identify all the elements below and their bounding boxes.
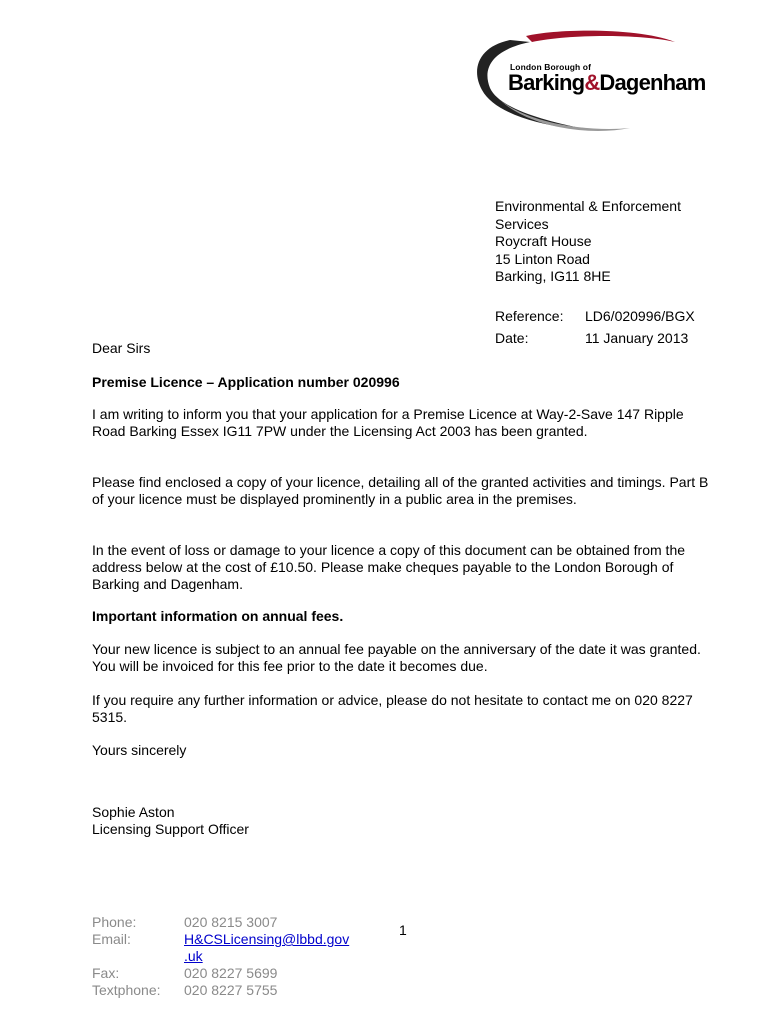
signatory-name: Sophie Aston [92,804,175,820]
paragraph-lost-licence: In the event of loss or damage to your licence a copy of this document can be obtained from the address below at the cost of £10.50. Please make cheques payable to the London Borough of Barking and Dagenham. [92,542,686,592]
address-line: Barking, IG11 8HE [495,268,611,284]
address-line: Services [495,215,549,232]
council-logo [470,28,740,138]
logo-title [508,70,705,96]
email-link[interactable]: H&CSLicensing@lbbd.gov [184,931,350,947]
closing: Yours sincerely [92,742,187,758]
signatory-title: Licensing Support Officer [92,821,249,837]
footer-contact [92,914,392,1004]
fax-value: 020 8227 5699 [184,965,278,981]
email-label: Email: [92,931,131,947]
sender-address [495,198,681,286]
date-value: 11 January 2013 [585,330,689,346]
subject-line: Premise Licence – Application number 020996 [92,374,400,390]
reference-value: LD6/020996/BGX [585,308,695,324]
logo-subtitle: London Borough of [510,62,592,72]
phone-value: 020 8215 3007 [184,914,278,930]
paragraph-licence-enclosed: Please find enclosed a copy of your licence, detailing all of the granted activities and timings. Part B of your licence must be displayed prominently in a public area in the premises. [92,474,709,507]
address-line: Roycraft House [495,233,592,249]
logo-word-dagenham: Dagenham [599,70,706,95]
paragraph-application-granted: I am writing to inform you that your application for a Premise Licence at Way-2-Save 147 Ripple Road Barking Essex IG11 7PW under the Licensing Act 2003 has been granted. [92,406,684,439]
email-link-continued[interactable]: .uk [184,948,203,964]
logo-ampersand: & [584,70,600,95]
salutation: Dear Sirs [92,340,151,356]
date-label: Date: [495,330,529,346]
address-line: Environmental & Enforcement [495,198,681,214]
logo-word-barking: Barking [508,70,585,95]
textphone-value: 020 8227 5755 [184,982,278,998]
fax-label: Fax: [92,965,120,981]
reference-row [495,308,695,324]
paragraph-annual-fee: Your new licence is subject to an annual fee payable on the anniversary of the date it was granted. You will be invoiced for this fee prior to the date it becomes due. [92,641,701,674]
textphone-label: Textphone: [92,982,161,998]
paragraph-contact: If you require any further information or advice, please do not hesitate to contact me on 020 8227 5315. [92,692,693,725]
annual-fees-heading: Important information on annual fees. [92,608,344,624]
address-line: 15 Linton Road [495,250,590,267]
reference-label: Reference: [495,308,564,324]
phone-label: Phone: [92,914,137,930]
page-number: 1 [399,922,407,938]
